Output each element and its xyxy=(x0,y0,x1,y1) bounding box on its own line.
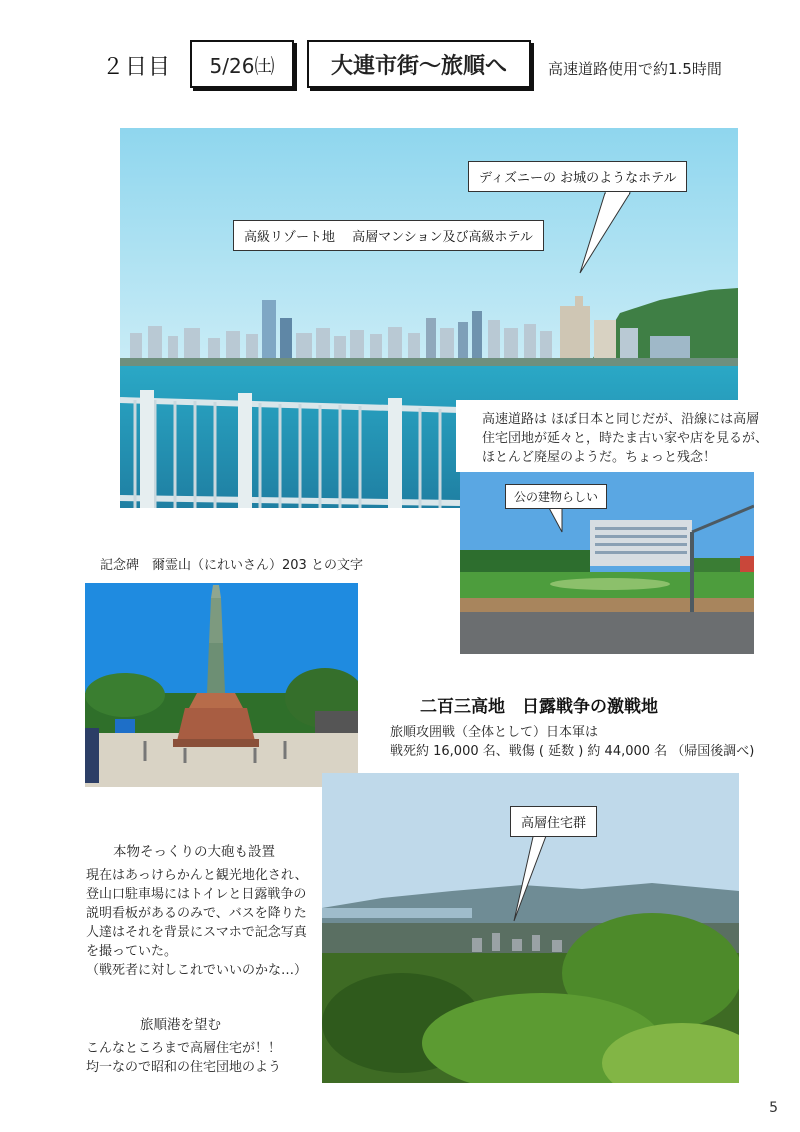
photo-public-building xyxy=(460,472,754,654)
port-heading: 旅順港を望む xyxy=(140,1017,221,1033)
cannon-line-3: 説明看板があるのみで、バスを降りた xyxy=(86,906,307,921)
photo-port-view xyxy=(322,773,739,1083)
page-number: 5 xyxy=(769,1100,778,1116)
cannon-line-6: （戦死者に対しこれでいいのかな…） xyxy=(86,963,308,978)
highway-note-line-1: 高速道路は ほぼ日本と同じだが、沿線には高層 xyxy=(482,412,760,427)
callout-public-building: 公の建物らしい xyxy=(505,484,607,509)
callout-hotel: ディズニーの お城のようなホテル xyxy=(468,161,687,192)
day-label: ２日目 xyxy=(102,55,172,80)
date-box xyxy=(190,40,294,88)
port-line-1: こんなところまで高層住宅が！！ xyxy=(86,1041,282,1056)
cannon-line-2: 登山口駐車場にはトイレと日露戦争の xyxy=(86,887,307,902)
cannon-line-1: 現在はあっけらかんと観光地化され、 xyxy=(86,868,308,883)
date-text: 5/26㈯ xyxy=(209,53,275,78)
monument-caption: 記念碑 爾霊山（にれいさん）203 との文字 xyxy=(100,558,363,573)
battle-line-1: 旅順攻囲戦（全体として）日本軍は xyxy=(390,725,599,740)
photo-monument xyxy=(85,583,358,787)
page-title-box xyxy=(307,40,531,88)
highway-note-line-2: 住宅団地が延々と，時たま古い家や店を見るが、 xyxy=(482,431,769,446)
battle-heading: 二百三高地 日露戦争の激戦地 xyxy=(420,697,658,717)
cannon-line-4: 人達はそれを背景にスマホで記念写真 xyxy=(86,925,307,940)
callout-resort: 高級リゾート地 高層マンション及び高級ホテル xyxy=(233,220,544,251)
monument-image xyxy=(85,583,358,787)
page-subtitle: 高速道路使用で約1.5時間 xyxy=(548,60,722,78)
page-title: 大連市街〜旅順へ xyxy=(330,53,507,79)
callout-high-rise: 高層住宅群 xyxy=(510,806,597,837)
port-line-2: 均一なので昭和の住宅団地のよう xyxy=(86,1060,282,1075)
highway-note-line-3: ほとんど廃屋のようだ。ちょっと残念！ xyxy=(482,450,717,465)
cannon-line-5: を撮っていた。 xyxy=(86,944,178,959)
battle-line-2: 戦死約 16,000 名、戦傷 ( 延数 ) 約 44,000 名 （帰国後調べ) xyxy=(390,744,755,759)
cannon-heading: 本物そっくりの大砲も設置 xyxy=(113,844,275,860)
